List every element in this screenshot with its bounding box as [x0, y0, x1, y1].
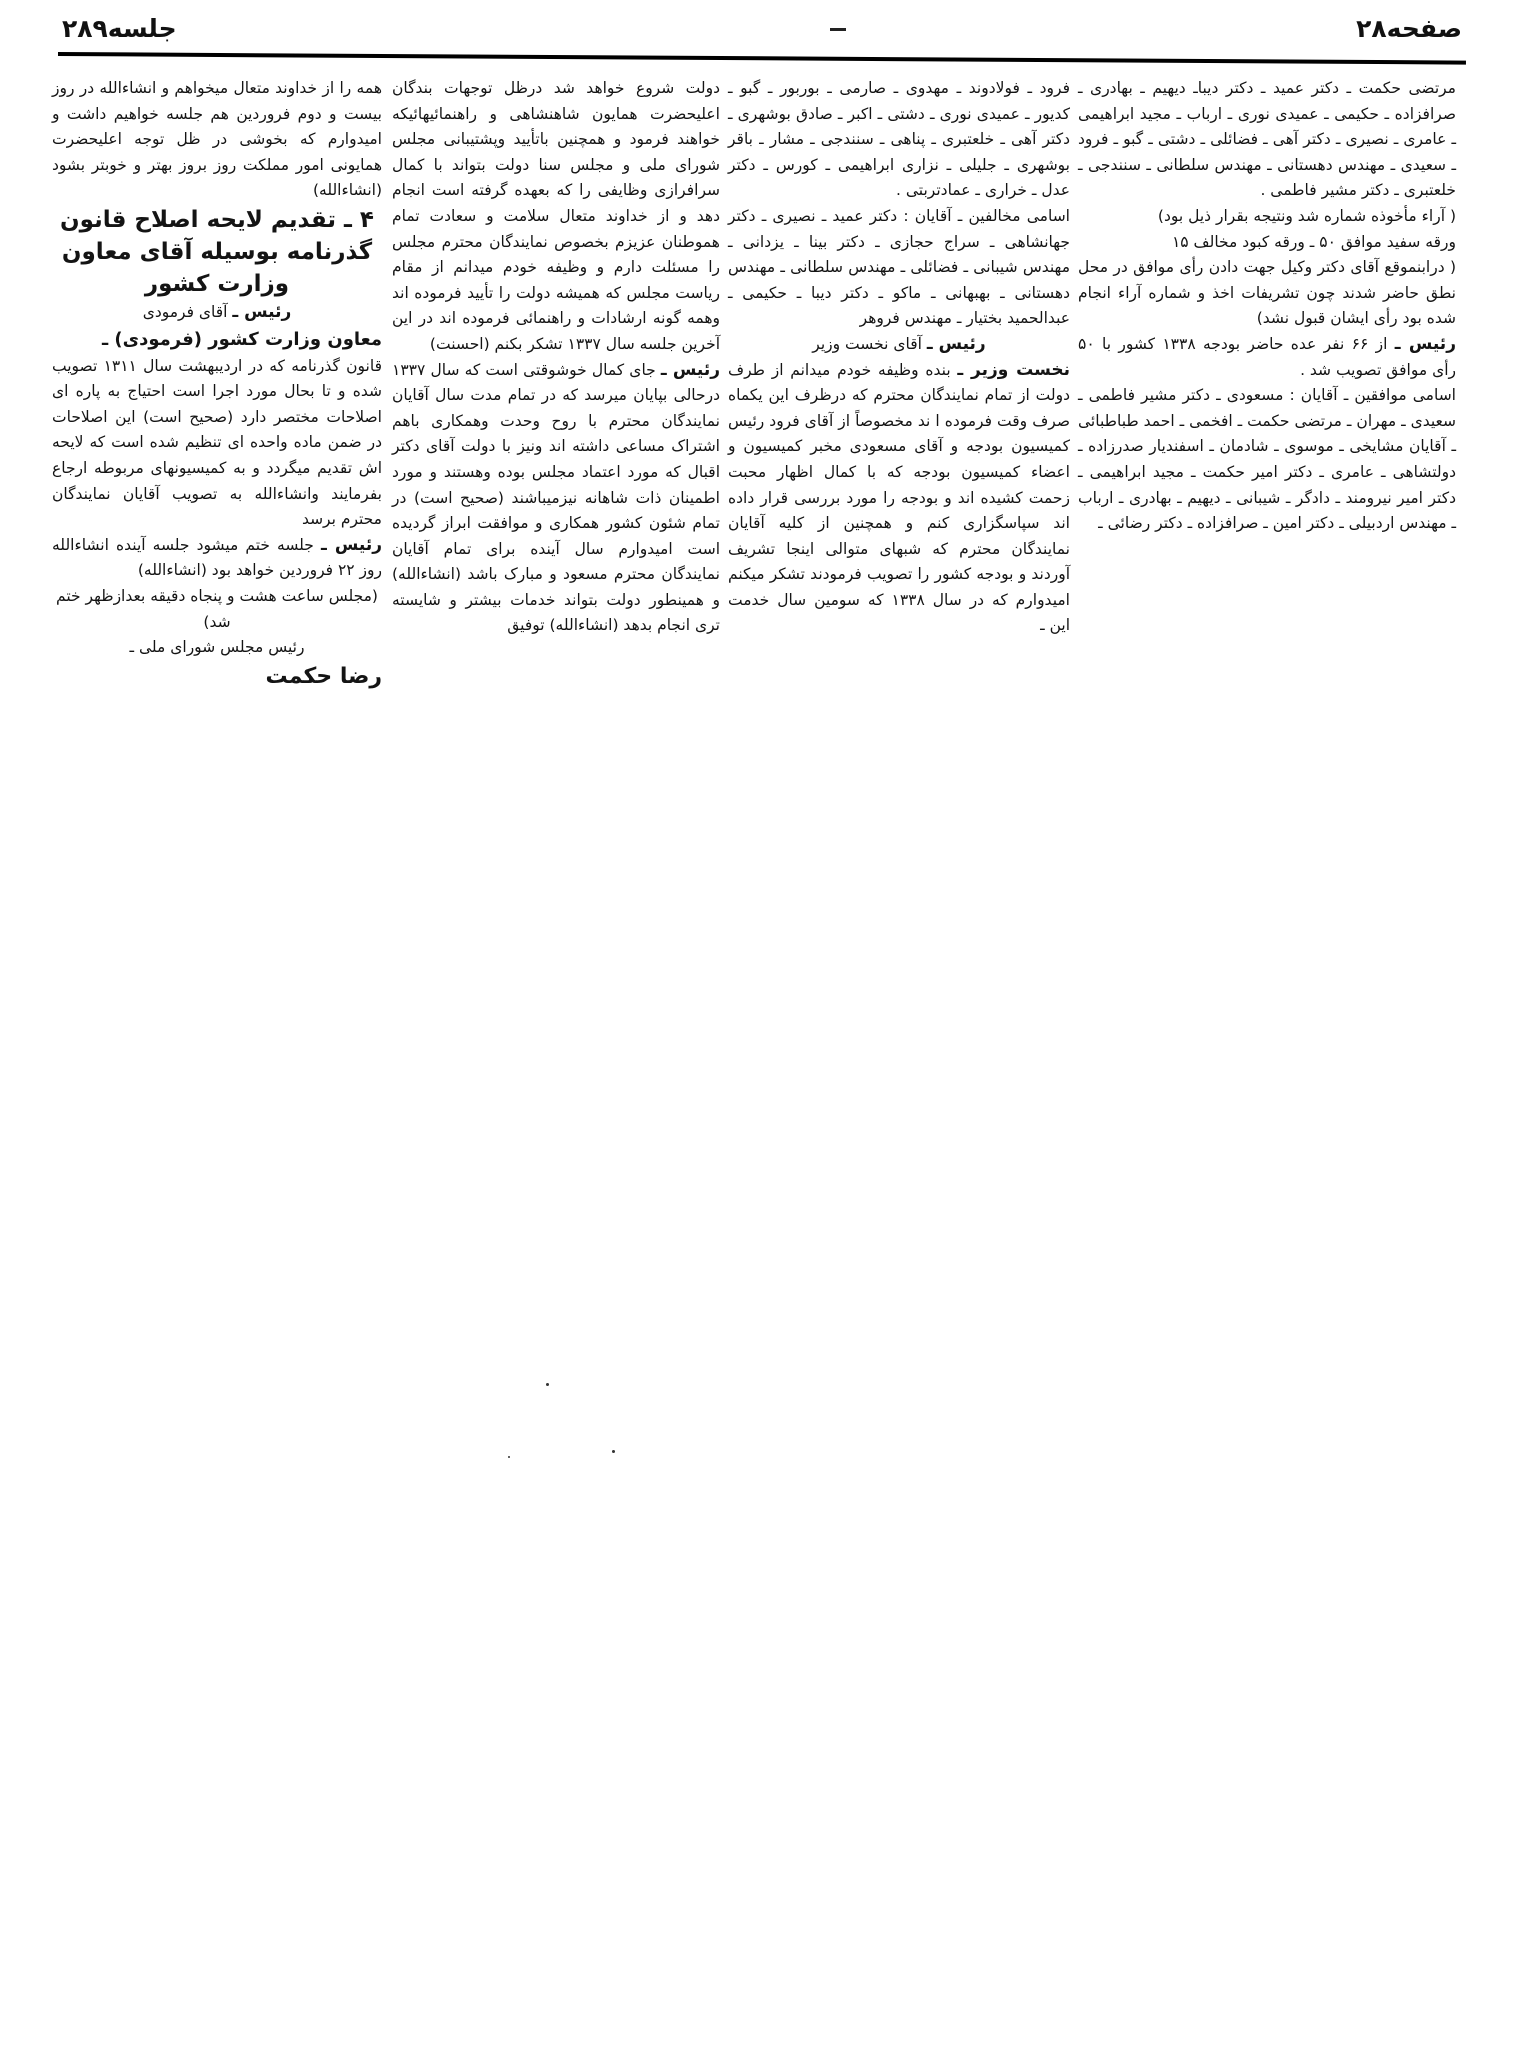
- president-closing-text: جای کمال خوشوقتی است که سال ۱۳۳۷ درحالی بپایان میرسد که در تمام مدت سال آقایان نمایندگان محترم با روح وحدت وهمکاری باهم اشتراک مساعی داشته اند ونیز با دولت آقای دکتر اقبال که مورد اعتماد مجلس بوده وهستند و مورد اطمینان ذات شاهانه نیزمیباشند (صحیح است) در تمام شئون کشور همکاری و موافقت ابراز گردیده است امیدوارم سال آینده برای تمام آقایان نمایندگان محترم مسعود و مبارک باشد (انشاءالله) و همینطور دولت بتواند خدمات بیشتر و شایسته تری انجام بدهد (انشاءالله) توفیق: [392, 360, 720, 635]
- column-4: [52, 76, 382, 693]
- signature-title: رئیس مجلس شورای ملی ـ: [129, 638, 305, 657]
- president-calls-pm: [728, 332, 1070, 358]
- header-dash: [830, 28, 846, 31]
- session-number: جلسه۲۸۹: [62, 14, 177, 43]
- vote-tally: ورقه سفید موافق ۵۰ ـ ورقه کبود مخالف ۱۵: [1171, 232, 1456, 251]
- signature-name: رضا حکمت: [265, 663, 382, 689]
- session-adjourned: [52, 533, 382, 584]
- column-2: [728, 76, 1070, 639]
- speaker-president: رئیس ـ: [660, 359, 720, 380]
- yes-voters-list: اسامی موافقین ـ آقایان : مسعودی ـ دکتر مشیر فاطمی ـ سعیدی ـ مهران ـ مرتضی حکمت ـ افخمی ـ احمد طباطبائی ـ آقایان مشایخی ـ موسوی ـ شادمان ـ اسفندیار صدرزاده ـ دولتشاهی ـ عامری ـ دکتر امیر حکمت ـ مجید ابراهیمی ـ دکتر امیر نیرومند ـ دادگر ـ شیبانی ـ دیهیم ـ بهادری ـ ارباب ـ مهندس اردبیلی ـ دکتر امین ـ صرافزاده ـ دکتر رضائی ـ: [1078, 386, 1456, 533]
- votes-counted-note: ( آراء مأخوذه شماره شد ونتیجه بقرار ذیل بود): [1157, 206, 1456, 225]
- yes-voters-continued: فرود ـ فولادوند ـ مهدوی ـ صارمی ـ بوربور ـ گبو ـ کدیور ـ عمیدی نوری ـ دشتی ـ اکبر ـ صادق بوشهری ـ دکتر آهی ـ خلعتبری ـ پناهی ـ سنندجی ـ مشار ـ باقر بوشهری ـ جلیلی ـ نزاری ابراهیمی ـ کورس ـ دکتر عدل ـ خراری ـ عمادتربتی .: [728, 79, 1070, 200]
- page-header: [62, 14, 1462, 58]
- president-calls-deputy: [52, 300, 382, 326]
- scan-speck: [546, 1383, 549, 1386]
- no-voters-list: اسامی مخالفین ـ آقایان : دکتر عمید ـ نصیری ـ دکتر جهانشاهی ـ سراج حجازی ـ دکتر بینا ـ یزدانی ـ مهندس شیبانی ـ فضائلی ـ مهندس سلطانی ـ مهندس دهستانی ـ بهبهانی ـ ماکو ـ دکتر دیبا ـ حکیمی ـ عبدالحمید بختیار ـ مهندس فروهر: [728, 206, 1070, 328]
- president-closing-speech: [392, 358, 720, 640]
- pm-call-text: آقای نخست وزیر: [812, 334, 927, 353]
- pm-speech-continued: دولت شروع خواهد شد درظل توجهات بندگان اعلیحضرت همایون شاهنشاهی و راهنمائیهائیکه خواهند فرمود و همچنین باتأیید وپشتیبانی مجلس شورای ملی و مجلس سنا دولت بتواند با کمال سرافرازی وظایفی را که بعهده گرفته است انجام دهد و از خداوند متعال سلامت و سعادت تمام هموطنان عزیزم بخصوص نمایندگان محترم مجلس را مسئلت دارم و وظیفه خودم میدانم از مقام ریاست مجلس که همیشه دولت را تأیید فرموده اند وهمه گونه ارشادات و راهنمائی فرموده اند در این آخرین جلسه سال ۱۳۳۷ تشکر بکنم (احسنت): [392, 79, 720, 353]
- pm-speech-text: بنده وظیفه خودم میدانم از طرف دولت از تمام نمایندگان محترم که درظرف این یکماه صرف وقت فرموده ا ند مخصوصاً از آقای فرود رئیس کمیسیون بودجه و آقای مسعودی مخبر کمیسیون و اعضاء کمیسیون بودجه که با کمال اظهار محبت زحمت کشیده اند و بودجه را مورد بررسی قرار داده اند سپاسگزاری کنم و همچنین از کلیه آقایان نمایندگان محترم که شبهای متوالی اینجا تشریف آوردند و بودجه کشور را تصویب فرمودند تشکر میکنم امیدوارم که در سال ۱۳۳۸ که سومین سال خدمت این ـ: [728, 360, 1070, 635]
- section-heading: ۴ ـ تقدیم لایحه اصلاح قانون گذرنامه بوسیله آقای معاون وزارت کشور: [60, 206, 374, 297]
- late-vote-note: ( درابنموقع آقای دکتر وکیل جهت دادن رأی موافق در محل نطق حاضر شدند چون تشریفات اخذ و شماره آراء انجام شده بود رأی ایشان قبول نشد): [1078, 258, 1456, 328]
- column-3: [392, 76, 720, 639]
- scan-speck: [612, 1450, 615, 1453]
- vote-names-continued: مرتضی حکمت ـ دکتر عمید ـ دکتر دیباـ دیهیم ـ بهادری ـ صرافزاده ـ حکیمی ـ عمیدی نوری ـ ارباب ـ مجید ابراهیمی ـ عامری ـ نصیری ـ دکتر آهی ـ فضائلی ـ دشتی ـ گبو ـ فرود ـ سعیدی ـ مهندس دهستانی ـ مهندس سلطانی ـ سنندجی ـ خلعتبری ـ دکتر مشیر فاطمی .: [1078, 79, 1456, 200]
- president-result-paragraph: [1078, 332, 1456, 383]
- speaker-president: رئیس ـ: [926, 333, 986, 354]
- passport-law-text: قانون گذرنامه که در اردیبهشت سال ۱۳۱۱ تصویب شده و تا بحال مورد اجرا است احتیاج به پاره ای اصلاحات مختصر دارد (صحیح است) این اصلاحات در ضمن ماده واحده ای تنظیم شده است که لایحه اش تقدیم میگردد و به کمیسیونهای مربوطه ارجاع بفرمایند وانشاءالله به تصویب آقایان نمایندگان محترم برسد: [52, 356, 382, 529]
- scan-speck: [508, 1456, 510, 1458]
- budget-approved-text: از ۶۶ نفر عده حاضر بودجه ۱۳۳۸ کشور با ۵۰ رأی موافق تصویب شد .: [1078, 334, 1456, 379]
- president-closing-continued: همه را از خداوند متعال میخواهم و انشاءالله در روز بیست و دوم فروردین هم جلسه خواهیم داشت و امیدوارم که بخوشی در ظل توجه اعلیحضرت همایونی امور مملکت روز بروز بهتر و خوبتر بشود (انشاءالله): [52, 79, 382, 200]
- adjourn-text: جلسه ختم میشود جلسه آینده انشاءالله روز ۲۲ فروردین خواهد بود (انشاءالله): [52, 535, 382, 580]
- speaker-president: رئیس ـ: [232, 301, 292, 322]
- speaker-president: رئیس ـ: [1394, 333, 1456, 354]
- session-end-time: (مجلس ساعت هشت و پنجاه دقیقه بعدازظهر ختم شد): [56, 586, 378, 631]
- pm-speech: [728, 358, 1070, 640]
- deputy-minister-speaker: معاون وزارت کشور (فرمودی) ـ: [101, 328, 382, 350]
- deputy-call-text: آقای فرمودی: [142, 302, 233, 321]
- column-1: [1078, 76, 1456, 537]
- speaker-president: رئیس ـ: [320, 534, 382, 555]
- speaker-prime-minister: نخست وزیر ـ: [957, 359, 1070, 380]
- page-number: صفحه۲۸: [1356, 14, 1462, 43]
